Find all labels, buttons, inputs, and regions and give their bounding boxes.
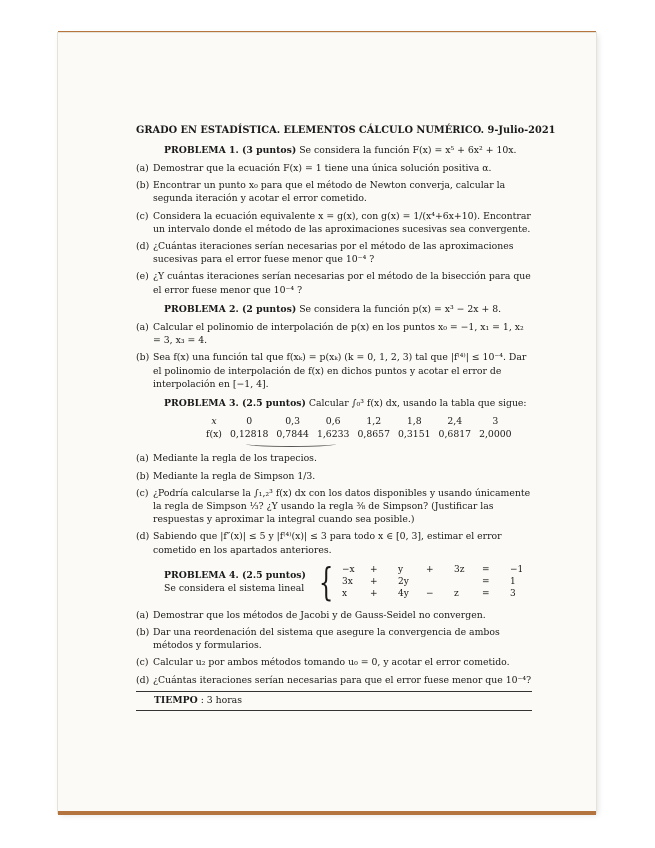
table-cell: 1,2: [366, 416, 382, 428]
exam-content: [136, 124, 556, 711]
table-row: [202, 428, 516, 441]
table-cell: 2,4: [447, 416, 463, 428]
item-text: ¿Cuántas iteraciones serían necesarias para que el error fuese menor que 10⁻⁴?: [153, 674, 532, 686]
term: 4y: [398, 588, 409, 599]
x-label: x: [211, 416, 217, 428]
item-text: Sabiendo que |f″(x)| ≤ 5 y |f⁽⁴⁾(x)| ≤ 3 para todo x ∈ [0, 3], estimar el error cometido en los apartados anteriores.: [153, 531, 502, 556]
list-item: [136, 609, 532, 622]
paper-bottom-edge: [58, 811, 596, 815]
term: −1: [510, 564, 524, 575]
problem-3-label: PROBLEMA 3. (2.5 puntos): [164, 397, 306, 409]
time-value: : 3 horas: [197, 694, 242, 706]
term: [426, 576, 448, 588]
table-cell: 0,6: [325, 416, 341, 428]
term: =: [482, 588, 490, 599]
term: 1: [510, 576, 516, 587]
term: +: [370, 564, 378, 575]
term: [454, 576, 476, 588]
item-text: Calcular el polinomio de interpolación de p(x) en los puntos x₀ = −1, x₁ = 1, x₂ = 3, x₃ = 4.: [153, 321, 524, 347]
table-cell: 1,6233: [316, 429, 350, 441]
item-label: (d): [136, 241, 150, 253]
equation-row: [342, 564, 532, 576]
problem-4-heading: [164, 559, 532, 604]
table-cell: 1,8: [406, 416, 422, 428]
item-text: Demostrar que los métodos de Jacobi y de Gauss-Seidel no convergen.: [153, 609, 486, 621]
problem-1-label: PROBLEMA 1. (3 puntos): [164, 144, 297, 156]
table-cell: 0: [246, 416, 253, 428]
table-cell: 0,3151: [398, 429, 431, 441]
item-text: Demostrar que la ecuación F(x) = 1 tiene una única solución positiva α.: [153, 163, 492, 175]
item-text: ¿Podría calcularse la ∫₁,₂³ f(x) dx con los datos disponibles y usando únicamente la regla de Simpson ⅓? ¿Y usando la regla ⅜ de Simpson? (Justificar las respuestas y aproximar la integral cuando sea posible.): [153, 487, 531, 526]
term: y: [398, 564, 404, 575]
divider: [136, 710, 532, 711]
table-cell: 0,6817: [438, 429, 472, 441]
handwritten-underline: [246, 441, 336, 447]
item-label: (c): [136, 657, 149, 669]
term: −: [426, 588, 434, 599]
list-item: [136, 162, 532, 175]
table-cell: 0,3: [285, 416, 301, 428]
list-item: [136, 530, 532, 556]
item-text: Calcular u₂ por ambos métodos tomando u₀ = 0, y acotar el error cometido.: [153, 657, 510, 669]
term: z: [454, 588, 459, 599]
item-text: Mediante la regla de Simpson 1/3.: [153, 470, 316, 482]
time-note: [154, 694, 532, 707]
term: 3: [510, 588, 516, 599]
item-label: (b): [136, 470, 150, 482]
list-item: [136, 674, 532, 687]
problem-2-label: PROBLEMA 2. (2 puntos): [164, 303, 297, 315]
item-text: Mediante la regla de los trapecios.: [153, 453, 317, 465]
item-label: (b): [136, 626, 150, 638]
list-item: [136, 270, 532, 296]
problem-1-statement: Se considera la función F(x) = x⁵ + 6x² + 10x.: [296, 144, 517, 156]
list-item: [136, 351, 532, 391]
term: +: [370, 588, 378, 599]
list-item: [136, 240, 532, 266]
divider: [136, 691, 532, 692]
table-cell: 0,8657: [357, 429, 390, 441]
term: 2y: [398, 576, 409, 587]
problem-2-heading: [164, 303, 532, 316]
table-row: [202, 415, 516, 428]
item-label: (d): [136, 674, 150, 686]
list-item: [136, 487, 532, 527]
table-cell: 0,7844: [276, 429, 309, 441]
item-label: (e): [136, 271, 149, 283]
list-item: [136, 210, 532, 236]
item-label: (a): [136, 163, 149, 175]
exam-title: GRADO EN ESTADÍSTICA. ELEMENTOS CÁLCULO NUMÉRICO. 9-Julio-2021: [136, 125, 556, 136]
term: x: [342, 588, 348, 599]
data-table: [202, 415, 516, 441]
term: =: [482, 576, 490, 587]
list-item: [136, 179, 532, 205]
problem-4-statement: Se considera el sistema lineal: [164, 582, 305, 594]
item-label: (c): [136, 487, 149, 499]
fx-label: f(x): [206, 429, 222, 441]
time-label: TIEMPO: [154, 694, 198, 706]
list-item: [136, 626, 532, 652]
item-label: (a): [136, 609, 149, 621]
term: 3x: [342, 576, 353, 587]
table-cell: 3: [492, 416, 499, 428]
term: +: [426, 564, 434, 575]
list-item: [136, 656, 532, 669]
term: −x: [342, 564, 355, 575]
left-brace: {: [318, 559, 334, 604]
problem-2-statement: Se considera la función p(x) = x³ − 2x + 8.: [296, 303, 502, 315]
item-text: Considera la ecuación equivalente x = g(x), con g(x) = 1/(x⁴+6x+10). Encontrar un intervalo donde el método de las aproximaciones sucesivas sea convergente.: [153, 210, 531, 235]
item-label: (b): [136, 352, 150, 364]
item-label: (d): [136, 531, 150, 543]
item-label: (a): [136, 321, 149, 333]
term: 3z: [454, 564, 465, 575]
problem-4-label: PROBLEMA 4. (2.5 puntos): [164, 569, 306, 581]
list-item: [136, 321, 532, 347]
item-text: ¿Y cuántas iteraciones serían necesarias por el método de la bisección para que el error fuese menor que 10⁻⁴ ?: [153, 271, 531, 296]
term: =: [482, 564, 490, 575]
equation-row: [342, 576, 532, 588]
equation-row: [342, 588, 532, 600]
item-label: (a): [136, 453, 149, 465]
item-label: (b): [136, 180, 150, 192]
problem-3-heading: [164, 397, 532, 410]
item-text: ¿Cuántas iteraciones serían necesarias por el método de las aproximaciones sucesivas para el error fuese menor que 10⁻⁴ ?: [153, 241, 514, 266]
list-item: [136, 470, 532, 483]
item-text: Encontrar un punto x₀ para que el método de Newton converja, calcular la segunda iteración y acotar el error cometido.: [153, 180, 506, 205]
linear-system: [342, 564, 532, 600]
term: +: [370, 576, 378, 587]
list-item: [136, 452, 532, 465]
problem-3-statement: Calcular ∫₀³ f(x) dx, usando la tabla que sigue:: [305, 397, 527, 409]
item-text: Dar una reordenación del sistema que asegure la convergencia de ambos métodos y formularios.: [153, 626, 500, 652]
item-text: Sea f(x) una función tal que f(xₖ) = p(xₖ) (k = 0, 1, 2, 3) tal que |f⁽⁴⁾| ≤ 10⁻⁴. Dar el polinomio de interpolación de f(x) en dichos puntos y acotar el error de interpolación en [−1, 4].: [153, 352, 527, 390]
problem-1-heading: [164, 144, 532, 157]
table-cell: 2,0000: [479, 429, 512, 441]
item-label: (c): [136, 210, 149, 222]
table-cell: 0,12818: [229, 429, 269, 441]
